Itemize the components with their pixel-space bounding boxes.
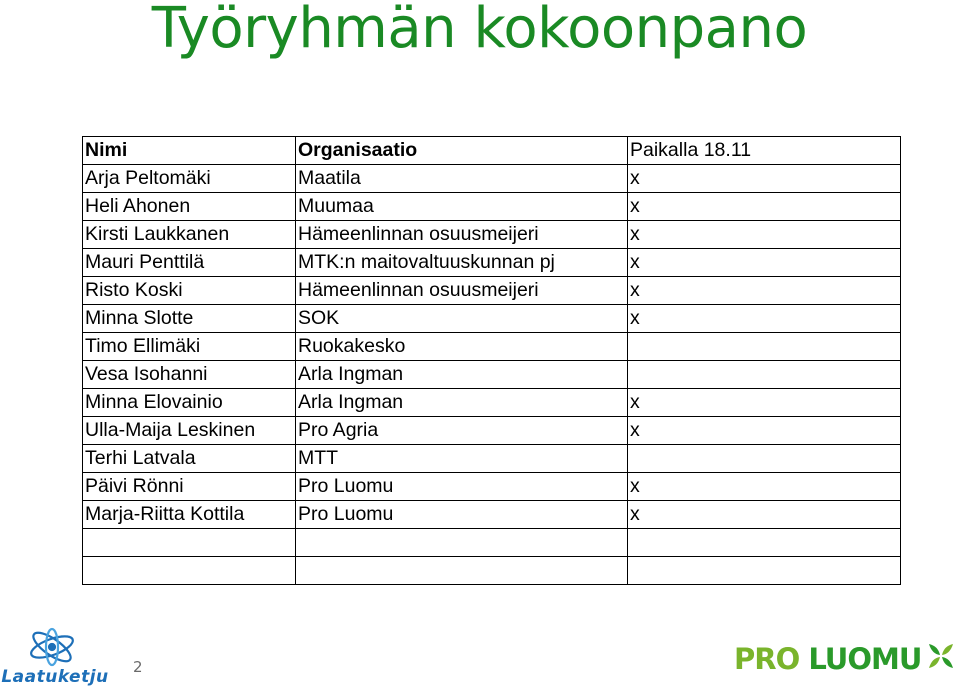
cell-attendance: x	[628, 305, 901, 333]
cell-attendance	[628, 445, 901, 473]
cell-organisation: Ruokakesko	[296, 333, 628, 361]
leaf-x-icon	[926, 640, 956, 672]
cell-attendance: x	[628, 193, 901, 221]
cell-attendance: x	[628, 277, 901, 305]
table-body	[83, 165, 901, 585]
cell-organisation: Arla Ingman	[296, 361, 628, 389]
cell-name: Kirsti Laukkanen	[83, 221, 296, 249]
table-row	[83, 445, 901, 473]
cell-name: Risto Koski	[83, 277, 296, 305]
cell-organisation: Pro Luomu	[296, 473, 628, 501]
table-row	[83, 249, 901, 277]
header-attendance: Paikalla 18.11	[628, 137, 901, 165]
cell-organisation	[296, 557, 628, 585]
cell-attendance	[628, 333, 901, 361]
table-row	[83, 165, 901, 193]
cell-attendance	[628, 361, 901, 389]
cell-organisation: Arla Ingman	[296, 389, 628, 417]
cell-name: Mauri Penttilä	[83, 249, 296, 277]
logo-luomu-text: LUOMU	[808, 642, 922, 676]
cell-attendance: x	[628, 165, 901, 193]
cell-organisation: Pro Luomu	[296, 501, 628, 529]
header-organisation: Organisaatio	[296, 137, 628, 165]
table-row	[83, 361, 901, 389]
cell-name: Minna Elovainio	[83, 389, 296, 417]
cell-organisation: Muumaa	[296, 193, 628, 221]
cell-organisation: SOK	[296, 305, 628, 333]
table-row	[83, 193, 901, 221]
page-number: 2	[133, 658, 143, 676]
table-row	[83, 389, 901, 417]
cell-attendance: x	[628, 249, 901, 277]
cell-organisation: Hämeenlinnan osuusmeijeri	[296, 277, 628, 305]
cell-attendance: x	[628, 221, 901, 249]
logo-pro-text: PRO	[734, 642, 800, 676]
cell-name: Marja-Riitta Kottila	[83, 501, 296, 529]
table-row	[83, 557, 901, 585]
table-header-row	[83, 137, 901, 165]
pro-luomu-logo	[734, 638, 959, 682]
pro-luomu-wordmark	[734, 642, 921, 676]
table-row	[83, 333, 901, 361]
table-row	[83, 277, 901, 305]
cell-attendance: x	[628, 417, 901, 445]
cell-name: Minna Slotte	[83, 305, 296, 333]
cell-organisation: MTK:n maitovaltuuskunnan pj	[296, 249, 628, 277]
cell-name	[83, 529, 296, 557]
cell-name: Heli Ahonen	[83, 193, 296, 221]
cell-attendance: x	[628, 473, 901, 501]
members-table	[82, 136, 901, 585]
table-row	[83, 529, 901, 557]
table-row	[83, 501, 901, 529]
cell-attendance: x	[628, 389, 901, 417]
atom-fork-icon	[29, 628, 76, 666]
cell-organisation: Maatila	[296, 165, 628, 193]
table-row	[83, 473, 901, 501]
cell-organisation	[296, 529, 628, 557]
svg-text:Laatuketju: Laatuketju	[1, 667, 109, 687]
table-row	[83, 221, 901, 249]
cell-attendance	[628, 557, 901, 585]
cell-attendance	[628, 529, 901, 557]
cell-name: Arja Peltomäki	[83, 165, 296, 193]
laatuketju-logo	[0, 625, 110, 690]
cell-name: Ulla-Maija Leskinen	[83, 417, 296, 445]
slide-title: Työryhmän kokoonpano	[151, 0, 808, 61]
cell-name	[83, 557, 296, 585]
cell-name: Terhi Latvala	[83, 445, 296, 473]
cell-name: Vesa Isohanni	[83, 361, 296, 389]
cell-name: Päivi Rönni	[83, 473, 296, 501]
table-row	[83, 417, 901, 445]
table-row	[83, 305, 901, 333]
cell-name: Timo Ellimäki	[83, 333, 296, 361]
cell-organisation: MTT	[296, 445, 628, 473]
cell-organisation: Hämeenlinnan osuusmeijeri	[296, 221, 628, 249]
header-name: Nimi	[83, 137, 296, 165]
cell-attendance: x	[628, 501, 901, 529]
cell-organisation: Pro Agria	[296, 417, 628, 445]
